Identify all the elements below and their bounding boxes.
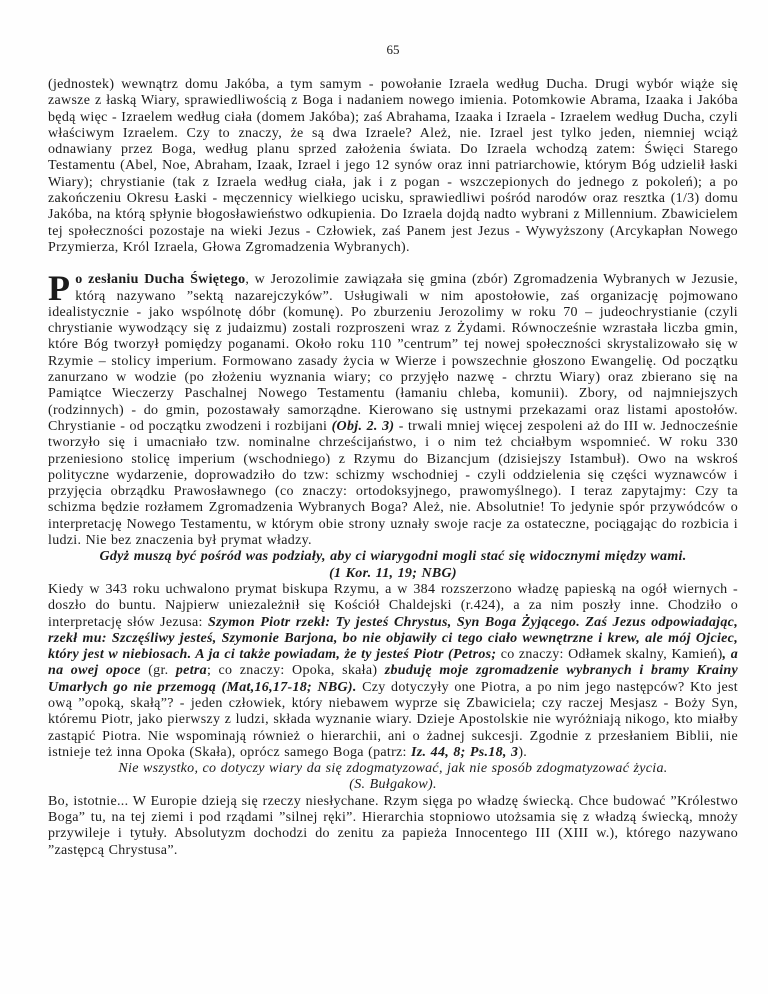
- text-run: ; co znaczy: Opoka, skała): [206, 663, 385, 679]
- text-run: (jednostek) wewnątrz domu Jakóba, a tym samym - powołanie Izraela według Ducha. Drugi wybór wiąże się zawsze z łaską Wiary, sprawiedliwością z Boga i nadaniem nowego imienia. Potomkowie Abrama, Izaaka i Jakóba będą więc - Izraelem według ciała (domem Jakóba); zaś Abrahama, Izaaka i Izraela - Izraelem według Ducha, czyli właściwym Izraelem. Czy to znaczy, że są dwa Izraele? Ależ, nie. Izrael jest tylko jeden, niemniej wciąż odnawiany przez Boga, według planu sprzed założenia świata. Do Izraela wchodzą zatem: Święci Starego Testamentu (Abel, Noe, Abraham, Izaak, Izrael i jego 12 synów oraz inni patriarchowie, którym Bóg udzielił łaski Wiary); chrystianie (tak z Izraela według ciała, jak i z pogan - wszczepionych do jednego z pokoleń); a po zakończeniu Okresu Łaski - męczennicy wielkiego ucisku, sprawiedliwi pośród narodów oraz resztka (1/3) domu Jakóba, na którą spłynie błogosławieństwo odkupienia. Do Izraela dojdą nadto wybrani z Millennium. Zbawicielem tej społeczności pozostaje na wieki Jezus - Człowiek, zaś Panem jest Jezus - Wywyższony (Arcykapłan Nowego Przymierza, Król Izraela, Głowa Zgromadzenia Wybranych).: [48, 77, 738, 255]
- text-run: zbuduję moje zgromadzenie wybranych i bramy Krainy Umarłych go nie przemogą (Mat,16,17-18; NBG).: [48, 663, 738, 695]
- text-run: o zesłaniu Ducha Świętego: [75, 272, 246, 288]
- text-run: Kiedy w 343 roku uchwalono prymat biskupa Rzymu, a w 384 rozszerzono władzę papieską na ogół wiernych - doszło do buntu. Najpierw uniezależnił się Kościół Chaldejski (r.424), a za nim poszły inne. Chodziło o interpretację słów Jezusa:: [48, 581, 738, 630]
- page-number: 65: [386, 42, 400, 57]
- text-run: Iz. 44, 8; Ps.18, 3: [411, 744, 519, 760]
- text-run: , a na owej opoce: [48, 647, 738, 679]
- quote-corinthians-reference: [48, 566, 738, 582]
- quote-bulgakov: [48, 761, 738, 777]
- text-run: ).: [518, 744, 528, 760]
- text-run: (S. Bułgakow).: [349, 777, 437, 793]
- text-run: petra: [175, 663, 207, 679]
- text-run: Szymon Piotr rzekł: Ty jesteś Chrystus, Syn Boga Żyjącego. Zaś Jezus odpowiadając, rzekł mu: Szczęśliwy jesteś, Szymonie Barjona, bo nie objawiły ci tego ciało wewnętrzne i krew, ale mój Ojciec, który jest w niebiosach. A ja ci także powiadam, że ty jesteś Piotr (Petros;: [48, 614, 738, 663]
- paragraph-europe: [48, 794, 738, 859]
- paragraph-primacy: [48, 582, 738, 761]
- quote-corinthians: [48, 549, 738, 565]
- paragraph-israel: [48, 77, 738, 256]
- text-run: (Obj. 2. 3): [331, 418, 395, 434]
- text-run: (1 Kor. 11, 19; NBG): [329, 565, 457, 581]
- text-run: Nie wszystko, co dotyczy wiary da się zdogmatyzować, jak nie sposób zdogmatyzować życia.: [118, 761, 668, 777]
- text-run: (gr.: [148, 663, 176, 679]
- text-run: , w Jerozolimie zawiązała się gmina (zbór) Zgromadzenia Wybranych w Jezusie, którą nazywano ”sektą nazarejczyków”. Usługiwali w nim apostołowie, zaś organizację pojmowano idealistycznie - jako wspólnotę dóbr (komunę). Po zburzeniu Jerozolimy w roku 70 – judeochrystianie (czyli chrystianie wywodzący się z judaizmu) zostali rozproszeni wraz z Żydami. Równocześnie wzrastała liczba gmin, które Bóg tworzył pomiędzy poganami. Około roku 110 ”centrum” tej nowej społeczności skrystalizowało się w Rzymie – stolicy imperium. Formowano zasady życia w Wierze i powszechnie głoszono Ewangelię. Od początku zanurzano w wodzie (po złożeniu wyznania wiary; co przyjęło nazwę - chrztu Wiary) oraz zbierano się na Pamiątce Wieczerzy Paschalnej Nowego Testamentu (łamaniu chleba, komunii). Zbory, od najmniejszych (rodzinnych) - do gmin, pozostawały samorządne. Kierowano się ustnymi przekazami oraz listami apostołów. Chrystianie - od początku zwodzeni i rozbijani: [48, 272, 738, 434]
- text-run: Bo, istotnie... W Europie dzieją się rzeczy niesłychane. Rzym sięga po władzę świecką. Chce budować ”Królestwo Boga” tu, na tej ziemi i pod rządami ”silnej ręki”. Hierarchia stopniowo utożsamia się z władzą świecką, mnoży przywileje i tytuły. Absolutyzm dochodzi do zenitu za papieża Innocentego III (XIII w.), którego nazywano ”zastępcą Chrystusa”.: [48, 793, 738, 858]
- paragraph-church-history: [48, 268, 738, 549]
- text-run: - trwali mniej więcej zespoleni aż do III w. Jednocześnie tworzyło się i umacniało tzw. nominalne chrześcijaństwo, i o nim też chciałbym wspomnieć. W roku 330 przeniesiono stolicę imperium (wschodniego) z Rzymu do Bizancjum (dzisiejszy Istambuł). Owo na wskroś polityczne wydarzenie, doprowadziło do tzw: schizmy wschodniej - czyli oddzielenia się części wyznawców i przyjęcia obrządku Prawosławnego (co znaczy: ortodoksyjnego, prawomyślnego). I teraz zapytajmy: Czy ta schizma będzie rozłamem Zgromadzenia Wybranych Boga? Ależ, nie. Absolutnie! To jedynie spór przywódców o interpretację Nowego Testamentu, w którym obie strony uznały swoje racje za ostateczne, pociągając do rozbicia i ludzi. Nie bez znaczenia był prymat władzy.: [48, 418, 738, 549]
- text-run: co znaczy: Odłamek skalny, Kamień): [496, 647, 723, 663]
- text-run: Gdyż muszą być pośród was podziały, aby ci wiarygodni mogli stać się widocznymi między wami.: [99, 549, 687, 565]
- document-body: [48, 77, 738, 859]
- dropcap-letter: P: [48, 268, 71, 309]
- quote-bulgakov-reference: [48, 777, 738, 793]
- text-run: Czy dotyczyły one Piotra, a po nim jego następców? Kto jest ową ”opoką, skałą”? - jeden człowiek, który niebawem wyprze się Zbawiciela; czy raczej Mesjasz - Boży Syn, któremu Piotr, jako pierwszy z ludzi, składa wyznanie wiary. Dzieje Apostolskie nie wyróżniają nikogo, kto miałby zastąpić Piotra. Nie wspominają również o hierarchii, ani o żadnej sukcesji. Zgodnie z przesłaniem Biblii, nie istnieje też inna Opoka (Skała), oprócz samego Boga (patrz:: [48, 679, 738, 760]
